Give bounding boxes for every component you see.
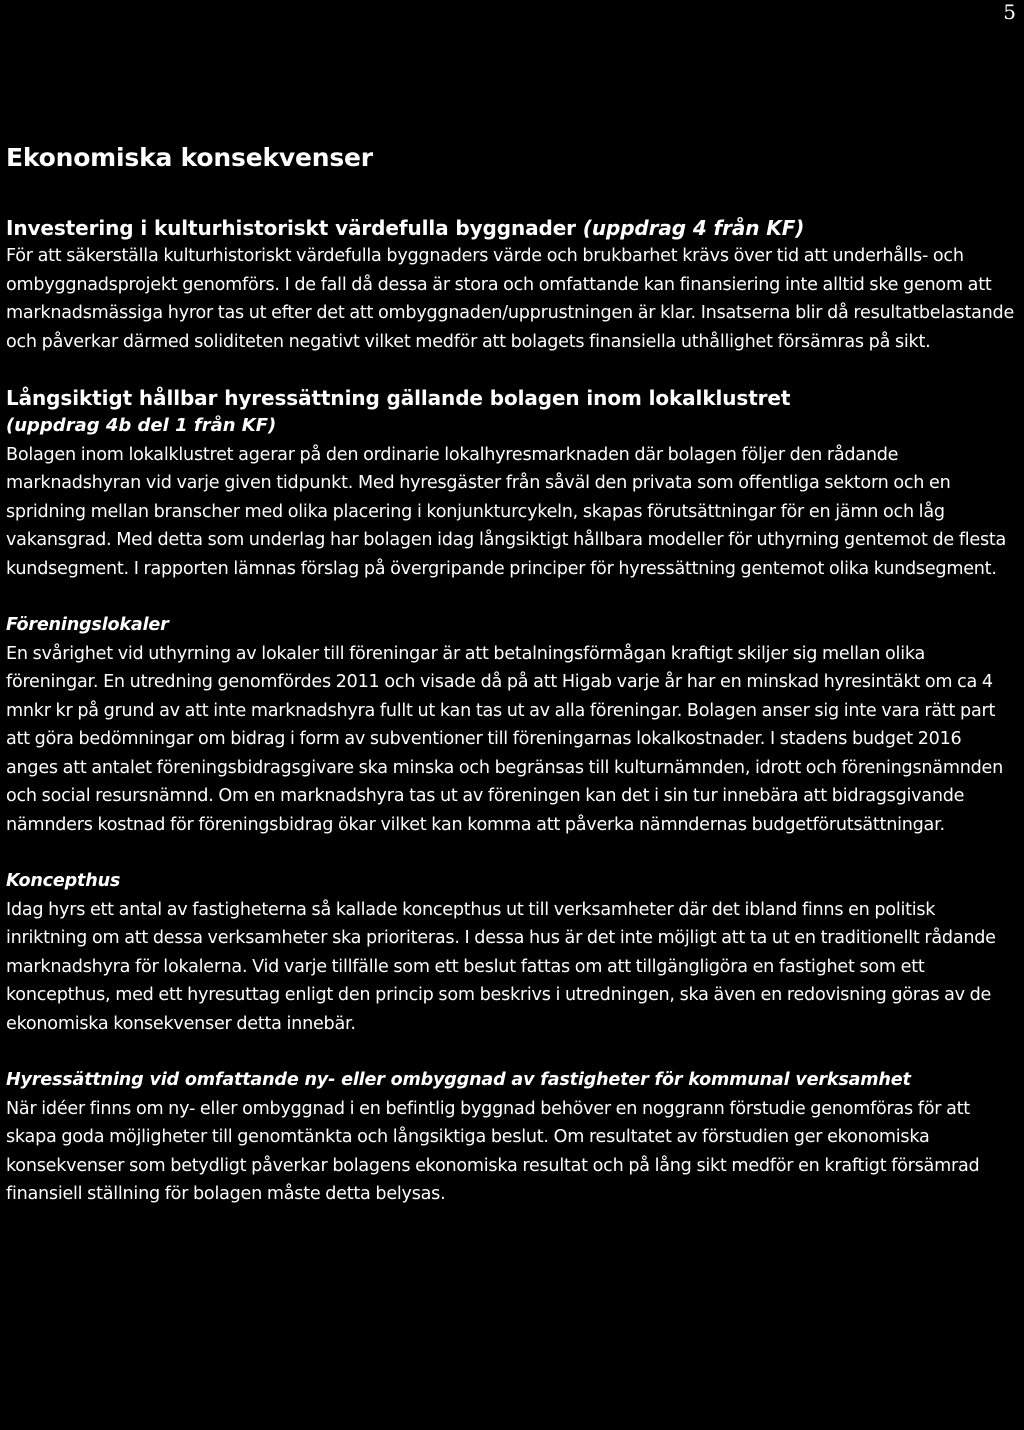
document-content (6, 140, 1016, 1237)
page-number: 5 (1003, 0, 1016, 24)
page-title: Ekonomiska konsekvenser (6, 143, 373, 172)
section-hallbar-hyressattning (6, 384, 1016, 583)
section-heading: Långsiktigt hållbar hyressättning gällande bolagen inom lokalklustret (6, 386, 791, 410)
section-heading (6, 214, 1016, 242)
section-body: För att säkerställa kulturhistoriskt värdefulla byggnaders värde och brukbarhet krävs över tid att underhålls- och ombyggnadsprojekt genomförs. I de fall då dessa är stora och omfattande kan finansiering inte alltid ske genom att marknadsmässiga hyror tas ut efter det att ombyggnaden/upprustningen är klar. Insatserna blir då resultatbelastande och påverkar därmed soliditeten negativt vilket medför att bolagets finansiella uthållighet försämras på sikt. (6, 246, 1015, 352)
section-body: När idéer finns om ny- eller ombyggnad i en befintlig byggnad behöver en noggrann förstudie genomföras för att skapa goda möjligheter till genomtänkta och långsiktiga beslut. Om resultatet av förstudien ger ekonomiska konsekvenser som betydligt påverkar bolagens ekonomiska resultat och på lång sikt medför en kraftigt försämrad finansiell ställning för bolagen måste detta belysas. (6, 1098, 980, 1204)
section-koncepthus (6, 867, 1016, 1038)
section-kulturhistoriska-byggnader (6, 214, 1016, 356)
section-reference: (uppdrag 4b del 1 från KF) (6, 415, 277, 436)
section-ny-ombyggnad (6, 1066, 1016, 1209)
section-reference: (uppdrag 4 från KF) (582, 216, 805, 240)
subsection-heading: Föreningslokaler (6, 615, 169, 635)
section-body: En svårighet vid uthyrning av lokaler till föreningar är att betalningsförmågan kraftigt skiljer sig mellan olika föreningar. En utredning genomfördes 2011 och visade då på att Higab varje år har en minskad hyresintäkt om ca 4 mnkr kr på grund av att inte marknadshyra fullt ut kan tas ut av alla föreningar. Bolagen anser sig inte vara rätt part att göra bedömningar om bidrag i form av subventioner till föreningarnas lokalkostnader. I stadens budget 2016 anges att antalet föreningsbidragsgivare ska minska och begränsas till kulturnämnden, idrott och föreningsnämnden och social resursnämnd. Om en marknadshyra tas ut av föreningen kan det i sin tur innebära att bidragsgivande nämnders kostnad för föreningsbidrag ökar vilket kan komma att påverka nämndernas budgetförutsättningar. (6, 643, 1004, 835)
subsection-heading: Hyressättning vid omfattande ny- eller ombyggnad av fastigheter för kommunal verksamhet (6, 1070, 911, 1090)
section-foreningslokaler (6, 611, 1016, 839)
section-body: Bolagen inom lokalklustret agerar på den ordinarie lokalhyresmarknaden där bolagen följer den rådande marknadshyran vid varje given tidpunkt. Med hyresgäster från såväl den privata som offentliga sektorn och en spridning mellan branscher med olika placering i konjunkturcykeln, skapas förutsättningar för en jämn och låg vakansgrad. Med detta som underlag har bolagen idag långsiktigt hållbara modeller för uthyrning gentemot de flesta kundsegment. I rapporten lämnas förslag på övergripande principer för hyressättning gentemot olika kundsegment. (6, 444, 1007, 579)
section-heading-text: Investering i kulturhistoriskt värdefulla byggnader (6, 216, 576, 240)
subsection-heading: Koncepthus (6, 871, 121, 891)
section-body: Idag hyrs ett antal av fastigheterna så kallade koncepthus ut till verksamheter där det ibland finns en politisk inriktning om att dessa verksamheter ska prioriteras. I dessa hus är det inte möjligt att ta ut en traditionellt rådande marknadshyra för lokalerna. Vid varje tillfälle som ett beslut fattas om att tillgängligöra en fastighet som ett koncepthus, med ett hyresuttag enligt den princip som beskrivs i utredningen, ska även en redovisning göras av de ekonomiska konsekvenser detta innebär. (6, 899, 996, 1034)
